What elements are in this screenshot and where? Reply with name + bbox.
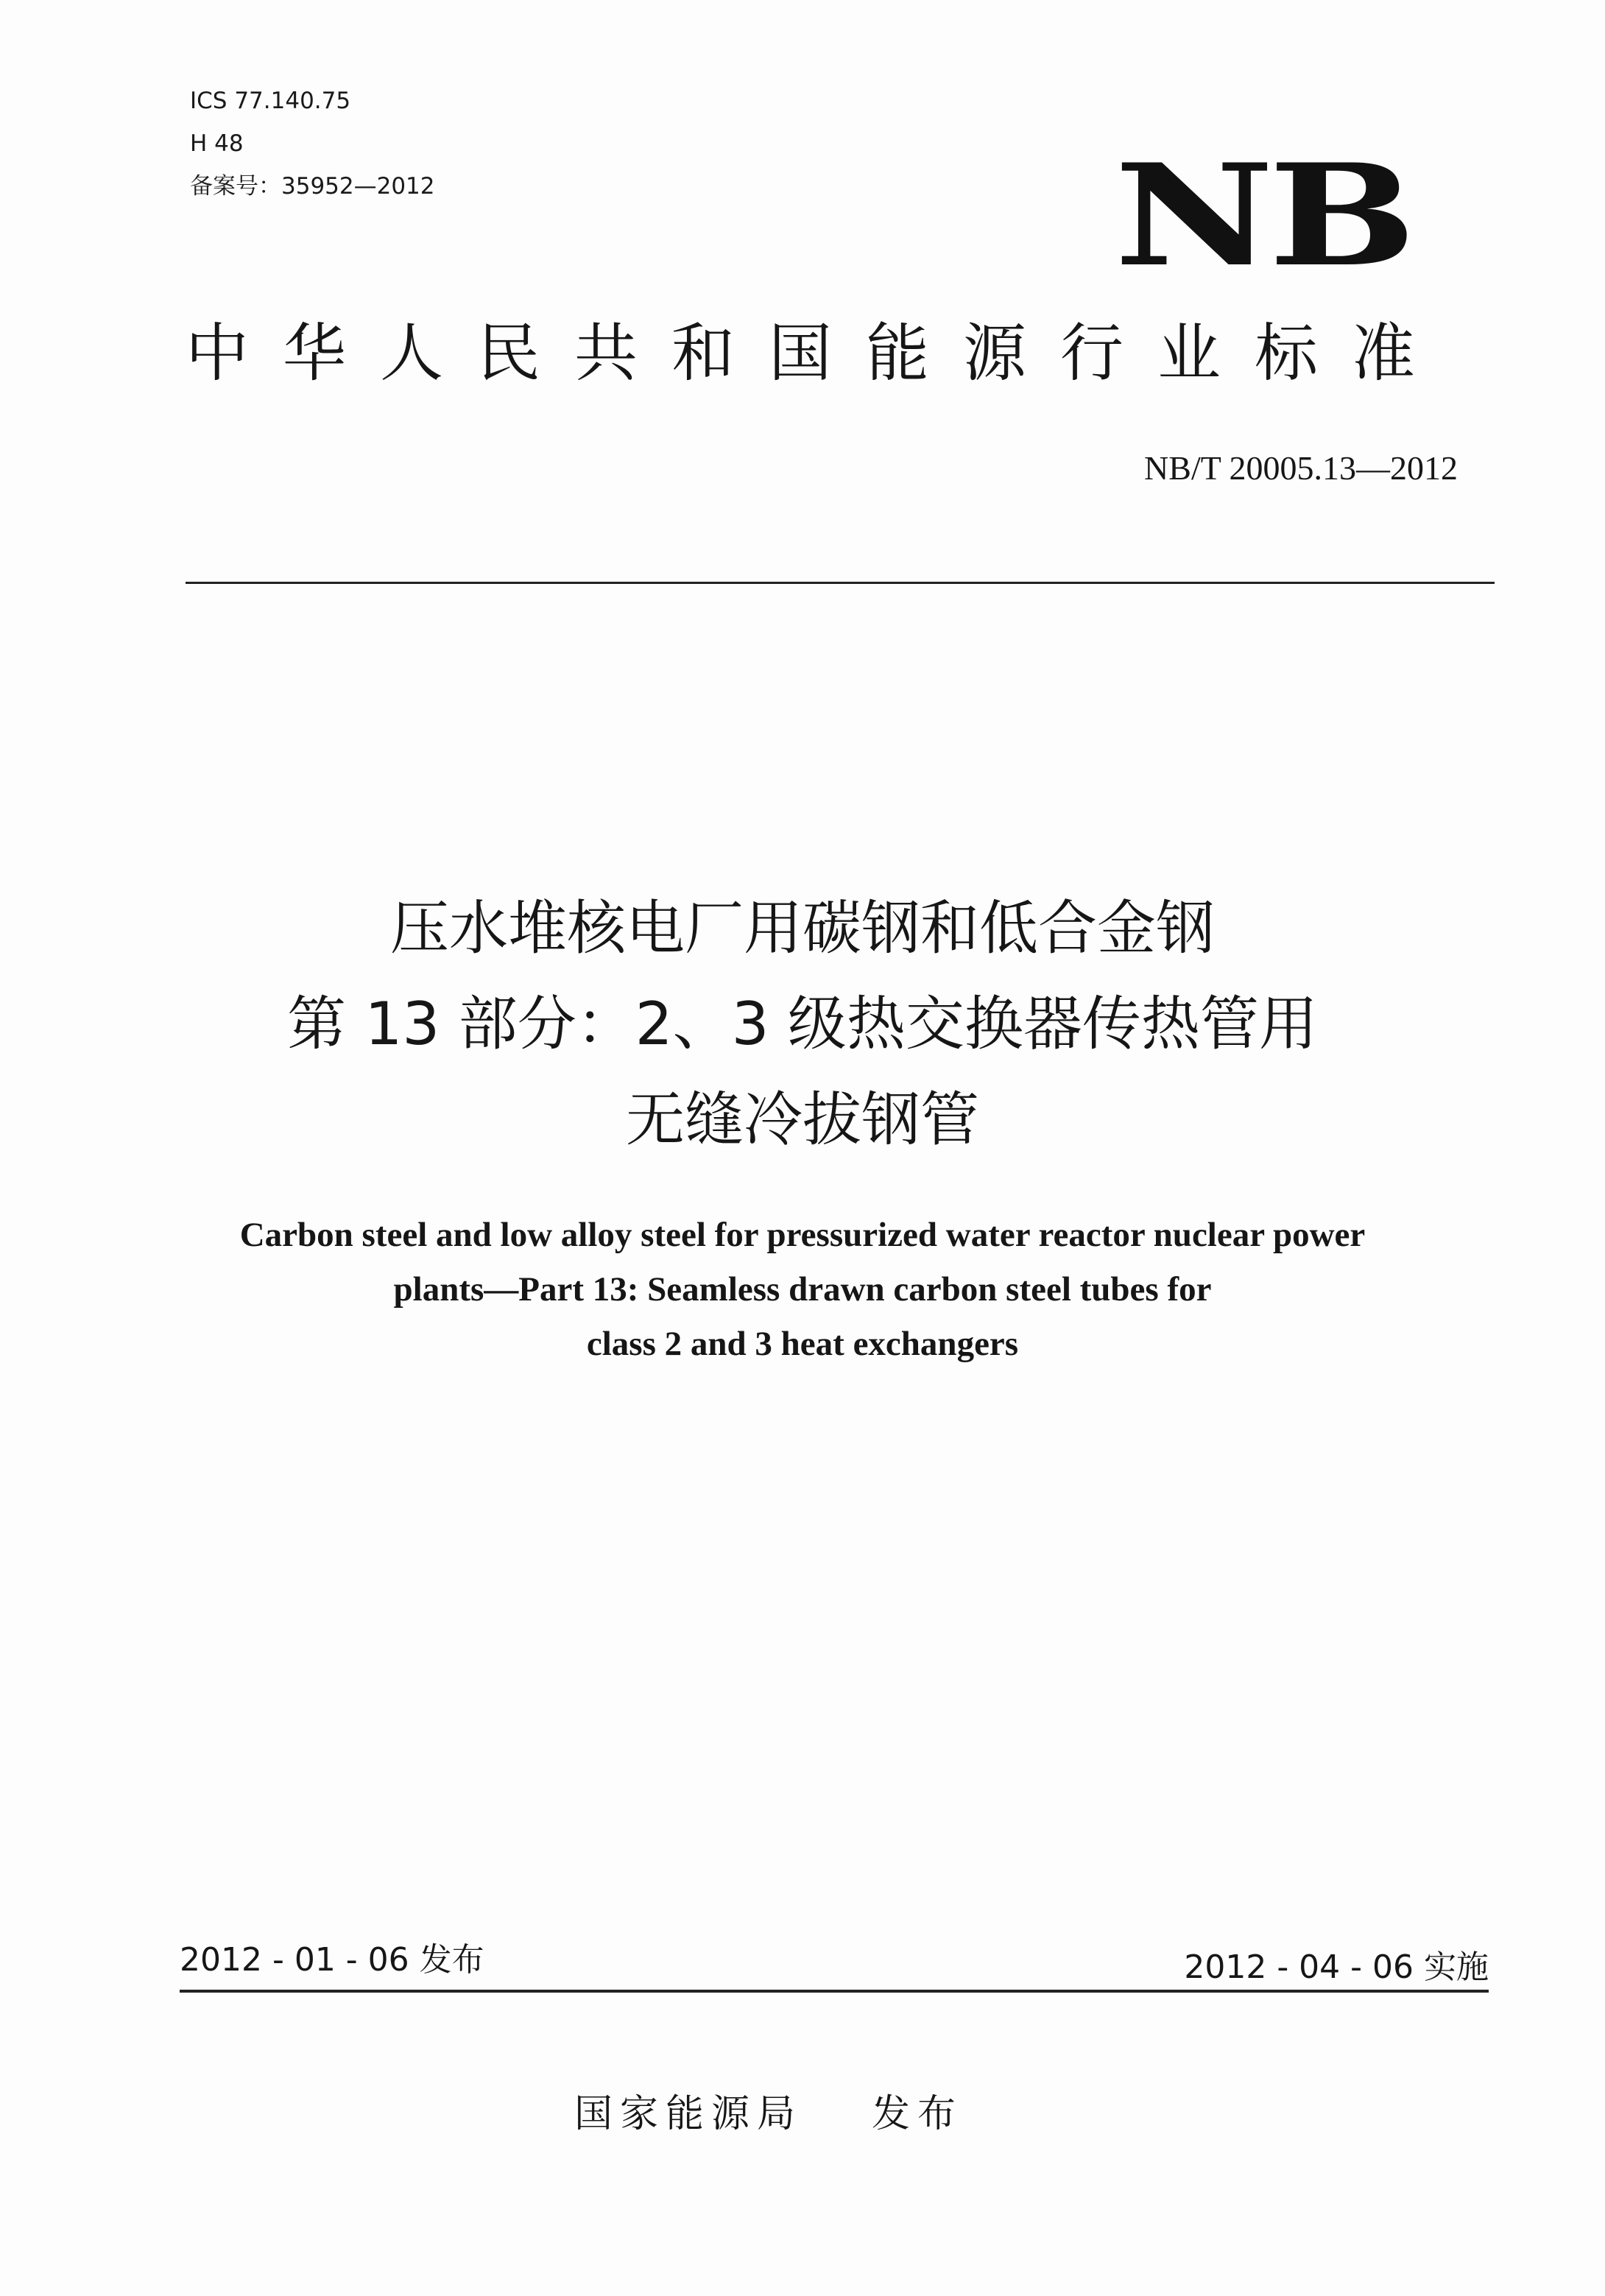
- chinese-title-line-1: 压水堆核电厂用碳钢和低合金钢: [390, 894, 1215, 962]
- filing-number: 备案号：35952—2012: [190, 173, 435, 200]
- ccs-code: H 48: [190, 130, 244, 157]
- issuer-action: 发布: [872, 2092, 964, 2136]
- issuing-authority: [574, 2088, 963, 2140]
- date-divider: [180, 1990, 1489, 1993]
- ics-code: ICS 77.140.75: [190, 88, 351, 114]
- english-title-line-1: Carbon steel and low alloy steel for pressurized water reactor nuclear power: [239, 1216, 1366, 1254]
- implementation-date: 2012 - 04 - 06 实施: [1184, 1948, 1489, 1986]
- english-title-line-3: class 2 and 3 heat exchangers: [586, 1325, 1019, 1363]
- issue-date: 2012 - 01 - 06 发布: [180, 1941, 484, 1979]
- classification-block: [190, 80, 435, 208]
- issuer-name: 国家能源局: [574, 2092, 803, 2136]
- header-divider: [186, 582, 1495, 584]
- industry-standard-title: 中华人民共和国能源行业标准: [186, 317, 1449, 390]
- english-title: [103, 1208, 1502, 1371]
- chinese-title-line-3: 无缝冷拔钢管: [626, 1085, 979, 1154]
- nb-logo: NB: [1114, 133, 1411, 297]
- chinese-title-line-2: 第 13 部分：2、3 级热交换器传热管用: [287, 990, 1318, 1058]
- standard-number: NB/T 20005.13—2012: [1144, 449, 1458, 487]
- chinese-title: [103, 881, 1502, 1168]
- english-title-line-2: plants—Part 13: Seamless drawn carbon steel tubes for: [393, 1270, 1212, 1309]
